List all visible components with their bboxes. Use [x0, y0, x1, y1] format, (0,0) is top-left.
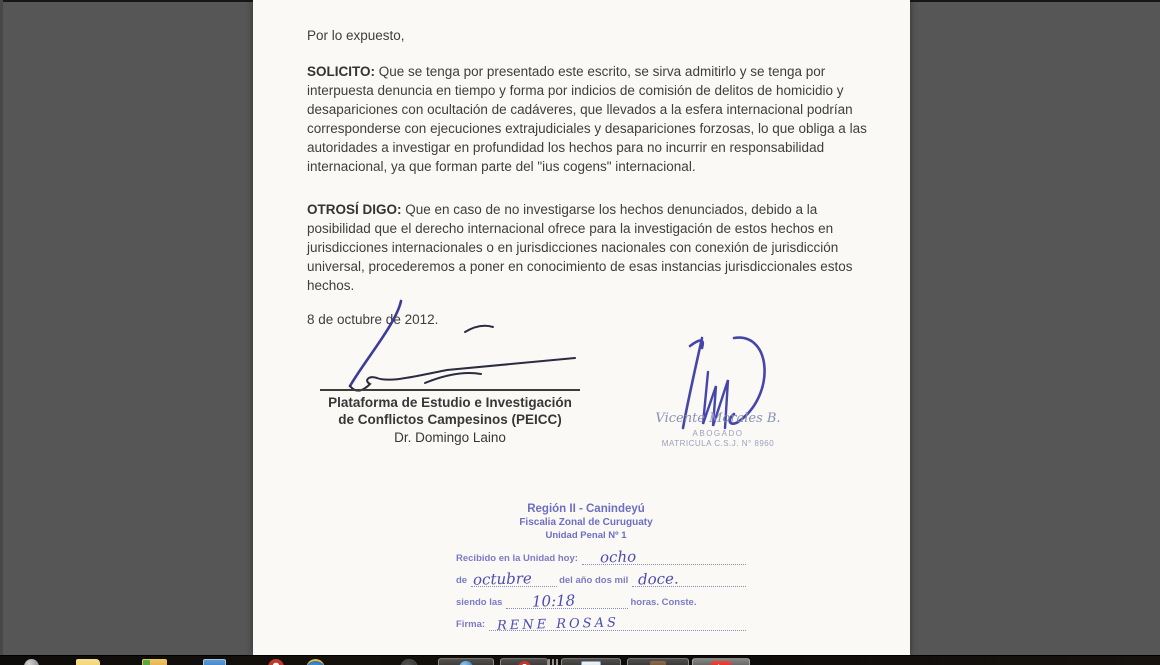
otrosi-body: Que en caso de no investigarse los hechos denunciados, debido a la posibilidad que el derecho internacional ofrece para la investigación de estos hechos en jurisdicciones internacionales o en jurisdicciones nacionales con conexión de jurisdicción universal, procederemos a poner en conocimiento de esas instancias jurisdiccionales estos hechos. — [307, 201, 853, 293]
date-line: 8 de octubre de 2012. — [307, 311, 439, 327]
signature-ink-left — [313, 298, 593, 393]
signature-line-left — [320, 389, 580, 391]
stamp-year-label: del año dos mil — [559, 575, 629, 586]
stamp-line-time — [456, 591, 748, 609]
handwritten-signature-name: RENE ROSAS — [496, 615, 620, 634]
stamp-time-field — [506, 591, 628, 611]
intro-line: Por lo expuesto, — [307, 27, 405, 43]
stamp-year-field — [632, 569, 746, 589]
handwritten-day: ocho — [599, 547, 637, 567]
red-media-app-icon[interactable] — [268, 659, 284, 665]
stamp-received-field — [582, 547, 746, 567]
stamp-line-signature — [456, 613, 748, 634]
stamp-firma-label: Firma: — [456, 619, 486, 630]
stamp-office: Fiscalia Zonal de Curuguaty — [519, 517, 653, 528]
screen-left-edge — [0, 0, 3, 655]
stamp-line-month-year — [456, 569, 748, 587]
handwritten-year: doce. — [638, 569, 680, 589]
organization-name-line2: de Conflictos Campesinos (PEICC) — [338, 412, 562, 427]
taskbar-button-red-disc[interactable] — [500, 658, 548, 665]
brown-app-icon — [650, 661, 666, 665]
attorney-name: Vicente Morales B. — [655, 411, 781, 426]
handwritten-month: octubre — [472, 569, 533, 589]
folder-green-accent-icon — [143, 660, 150, 665]
handwritten-time: 10:18 — [532, 591, 576, 611]
taskbar — [0, 655, 1160, 665]
red-disc-icon — [518, 661, 531, 665]
solicito-body: Que se tenga por presentado este escrito, se sirva admitirlo y se tenga por interpuesta denuncia en tiempo y forma por indicios de comisión de delitos de homicidio y desapariciones con ocultación de cadáveres, que llevados a la esfera internacional podrían corresponderse con ejecuciones extrajudiciales y desapariciones forzosas, lo que obliga a las autoridades a investigar en profundidad los hechos para no incurrir en responsabilidad internacional, ya que forman parte del "ius cogens" internacional. — [307, 63, 867, 174]
stamp-time-label: siendo las — [456, 597, 503, 608]
blue-app-icon[interactable] — [203, 659, 226, 665]
window-icon — [581, 661, 601, 665]
stamp-hours-label: horas. Conste. — [630, 597, 697, 608]
taskbar-button-video-player-active[interactable] — [692, 658, 750, 665]
solicito-lead: SOLICITO: — [307, 63, 376, 79]
stamp-unit: Unidad Penal Nº 1 — [545, 530, 627, 541]
otrosi-lead: OTROSÍ DIGO: — [307, 201, 402, 217]
taskbar-button-brown-app[interactable] — [627, 658, 689, 665]
stamp-firma-field — [489, 615, 746, 634]
stamp-received-label: Recibido en la Unidad hoy: — [456, 553, 578, 564]
stamp-month-field — [471, 569, 557, 589]
taskbar-button-document-viewer[interactable] — [561, 658, 621, 665]
taskbar-grip — [548, 659, 559, 665]
attorney-title: ABOGADO — [692, 429, 744, 438]
explorer-folder-icon[interactable] — [142, 659, 167, 665]
sticky-notes-icon[interactable] — [76, 659, 100, 665]
gray-app-icon[interactable] — [24, 659, 39, 665]
otrosi-paragraph — [307, 200, 875, 295]
stamp-line-received — [456, 547, 748, 565]
dark-app-icon[interactable] — [400, 659, 418, 665]
taskbar-button-blue-sphere[interactable] — [438, 658, 494, 665]
stamp-region: Región II - Canindeyú — [527, 503, 645, 515]
blue-sphere-icon — [459, 661, 473, 665]
organization-name-line1: Plataforma de Estudio e Investigación — [328, 395, 572, 410]
stamp-de-label: de — [456, 575, 468, 586]
document-page — [253, 0, 910, 655]
solicito-paragraph — [307, 62, 875, 176]
internet-explorer-icon[interactable] — [306, 659, 325, 665]
signer-name-left: Dr. Domingo Laino — [394, 430, 506, 445]
attorney-registration: MATRICULA C.S.J. N° 8960 — [661, 439, 775, 448]
video-player-icon — [711, 661, 731, 665]
